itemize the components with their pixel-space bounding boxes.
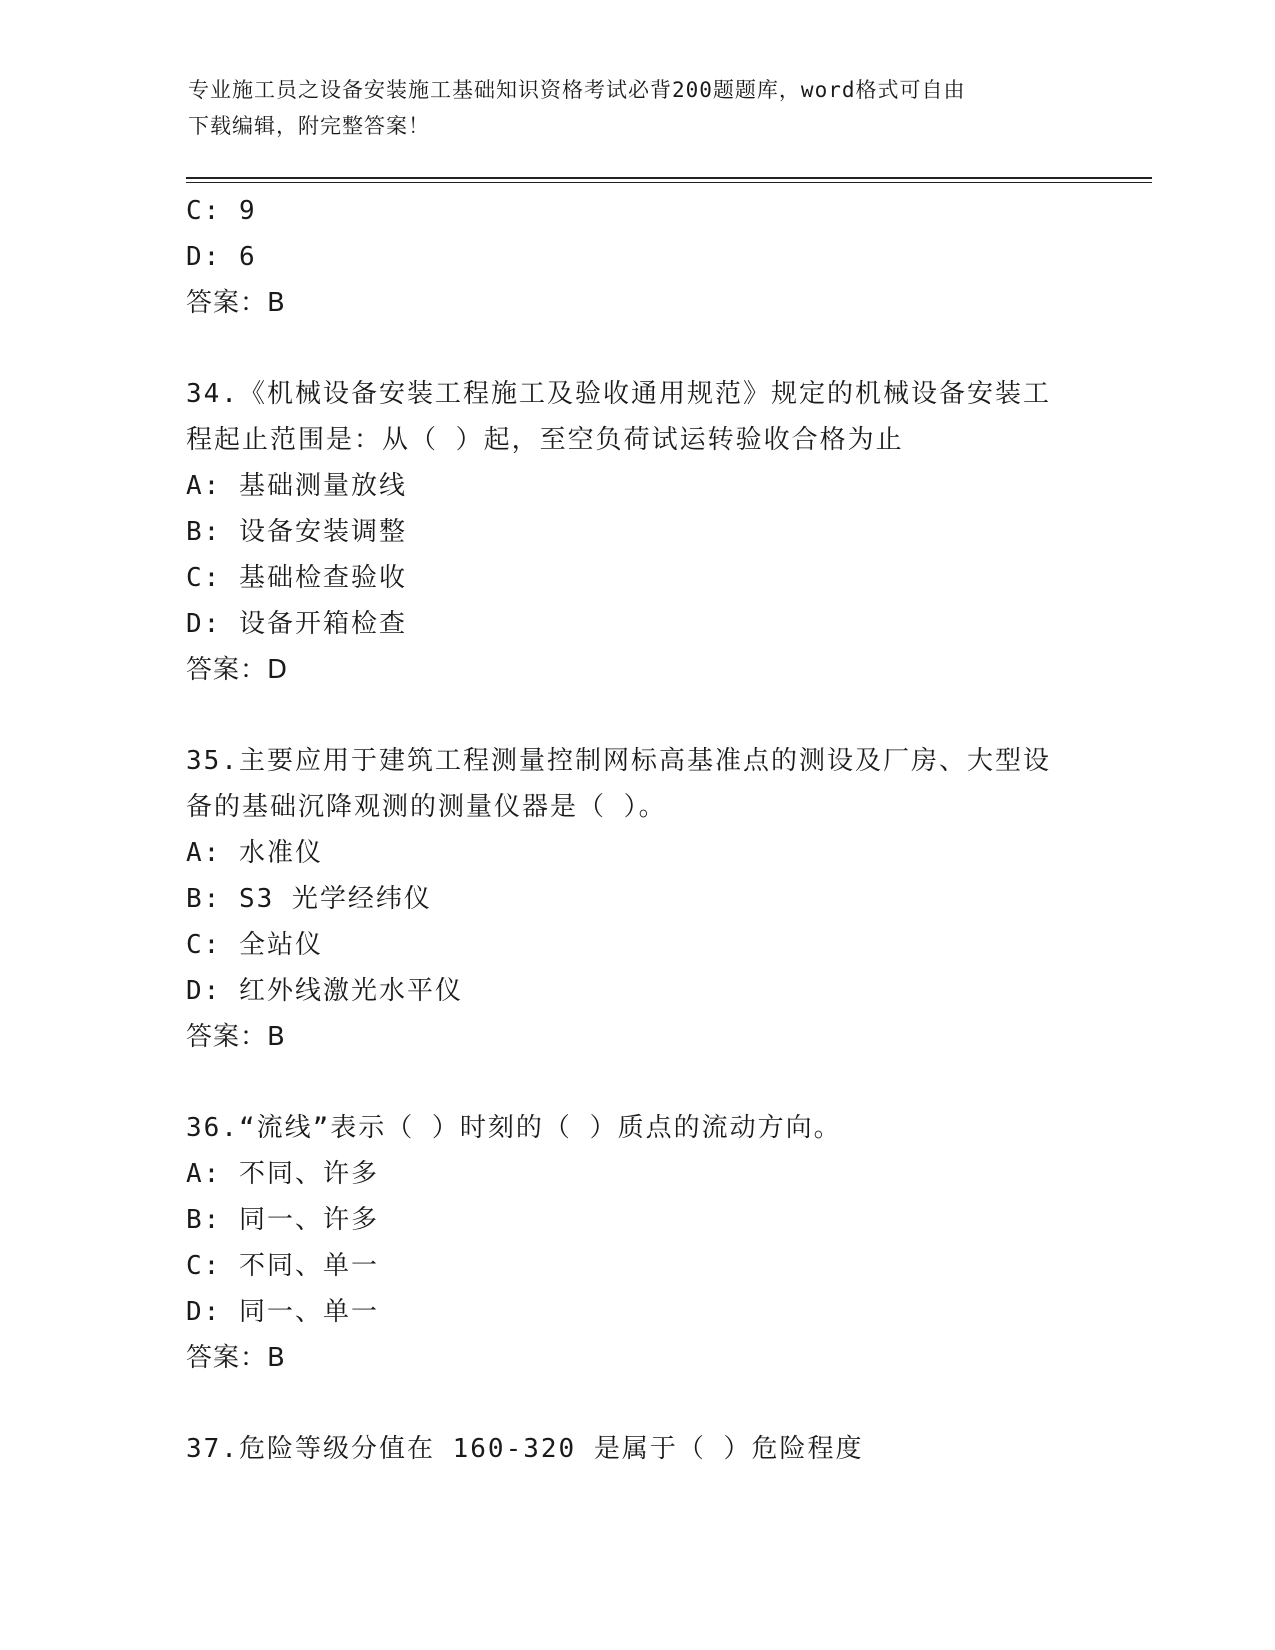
question-stem-line: 程起止范围是：从（ ）起，至空负荷试运转验收合格为止 [186,425,904,455]
option-b: B: 设备安装调整 [186,517,407,547]
option-d: D: 6 [186,242,257,272]
answer-line: 答案：B [186,1022,286,1052]
option-c: C: 全站仪 [186,930,323,960]
question-35 [186,738,1086,1060]
spacer [186,693,1086,738]
option-d: D: 设备开箱检查 [186,609,407,639]
question-stem-line: 36.“流线”表示（ ）时刻的（ ）质点的流动方向。 [186,1113,842,1143]
question-continued [186,188,1086,326]
option-c: C: 9 [186,196,257,226]
option-b: B: S3 光学经纬仪 [186,884,432,914]
question-list [186,188,1086,1472]
option-b: B: 同一、许多 [186,1205,379,1235]
header-title-line-1: 专业施工员之设备安装施工基础知识资格考试必背200题题库，word格式可自由 [188,78,966,102]
question-37 [186,1426,1086,1472]
answer-line: 答案：B [186,1343,286,1373]
answer-line: 答案：B [186,288,286,318]
option-d: D: 红外线激光水平仪 [186,976,463,1006]
question-stem-line: 37.危险等级分值在 160-320 是属于（ ）危险程度 [186,1434,864,1464]
spacer [186,1060,1086,1105]
spacer [186,1381,1086,1426]
question-34 [186,371,1086,693]
header-rule-thin [186,182,1152,183]
option-a: A: 不同、许多 [186,1159,379,1189]
option-a: A: 基础测量放线 [186,471,407,501]
option-d: D: 同一、单一 [186,1297,379,1327]
question-36 [186,1105,1086,1381]
document-header [188,72,1088,144]
header-rule-thick [186,177,1152,179]
question-stem-line: 35.主要应用于建筑工程测量控制网标高基准点的测设及厂房、大型设 [186,746,1051,776]
option-a: A: 水准仪 [186,838,323,868]
option-c: C: 不同、单一 [186,1251,379,1281]
question-stem-line: 备的基础沉降观测的测量仪器是（ ）。 [186,792,667,822]
answer-line: 答案：D [186,655,289,685]
spacer [186,326,1086,371]
option-c: C: 基础检查验收 [186,563,407,593]
header-title-line-2: 下载编辑，附完整答案！ [188,114,430,138]
question-stem-line: 34.《机械设备安装工程施工及验收通用规范》规定的机械设备安装工 [186,379,1051,409]
